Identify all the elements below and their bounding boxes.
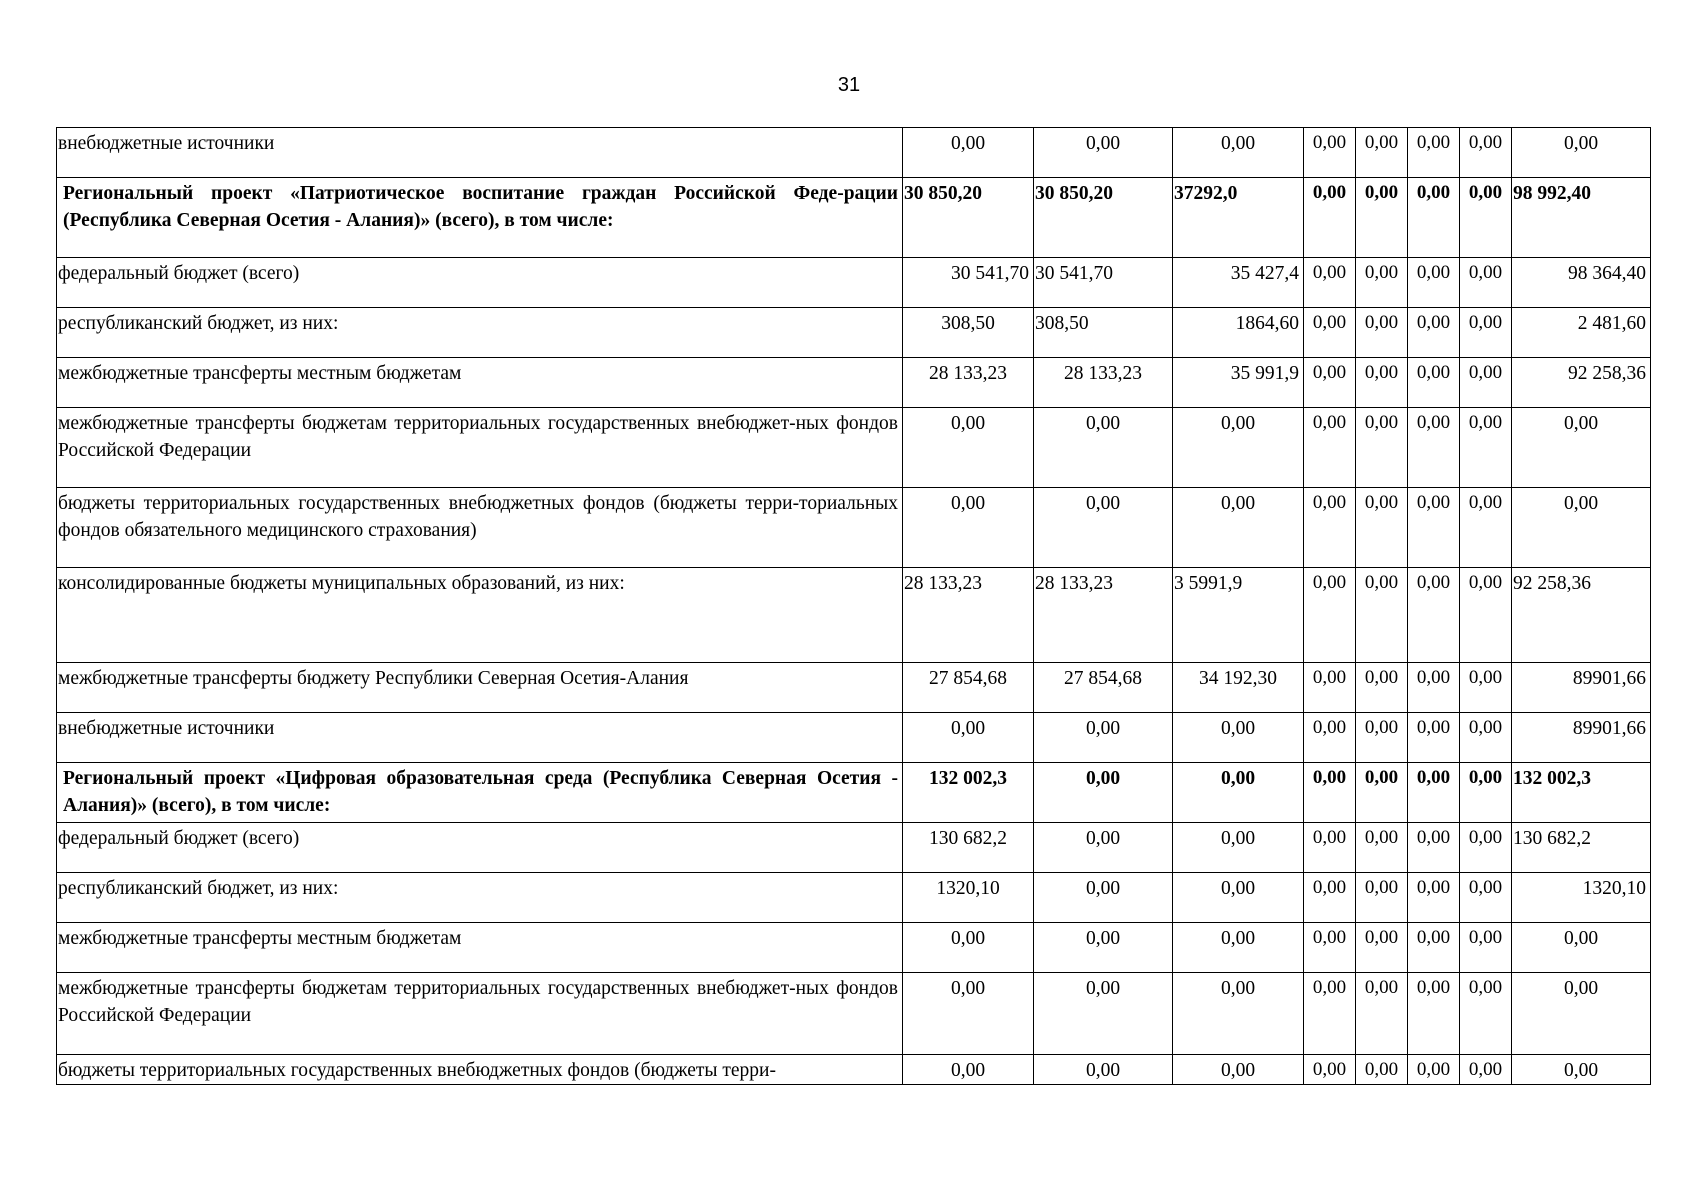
value-cell: 0,00: [1460, 178, 1512, 258]
value-cell: 98 992,40: [1512, 178, 1651, 258]
value-cell: 0,00: [1173, 408, 1304, 488]
value-cell: 0,00: [1460, 488, 1512, 568]
value-cell: 0,00: [1356, 358, 1408, 408]
value-cell: 0,00: [1034, 823, 1173, 873]
value-cell: 0,00: [903, 923, 1034, 973]
value-cell: 0,00: [1356, 178, 1408, 258]
budget-table-body: [57, 128, 1651, 1085]
value-cell: 30 541,70: [1034, 258, 1173, 308]
row-label: бюджеты территориальных государственных внебюджетных фондов (бюджеты терри-ториальных фондов обязательного медицинского страхования): [57, 488, 903, 568]
value-cell: 0,00: [1034, 408, 1173, 488]
value-cell: 130 682,2: [1512, 823, 1651, 873]
table-row: [57, 178, 1651, 258]
value-cell: 0,00: [1356, 408, 1408, 488]
value-cell: 0,00: [1356, 873, 1408, 923]
row-label: консолидированные бюджеты муниципальных образований, из них:: [57, 568, 903, 663]
value-cell: 0,00: [1356, 1055, 1408, 1085]
value-cell: 0,00: [1512, 1055, 1651, 1085]
value-cell: 0,00: [1304, 663, 1356, 713]
value-cell: 0,00: [1034, 488, 1173, 568]
value-cell: 0,00: [1512, 408, 1651, 488]
value-cell: 37292,0: [1173, 178, 1304, 258]
value-cell: 0,00: [903, 128, 1034, 178]
value-cell: 0,00: [1460, 408, 1512, 488]
table-row: [57, 713, 1651, 763]
value-cell: 0,00: [903, 713, 1034, 763]
budget-table: [56, 127, 1651, 1085]
value-cell: 0,00: [1356, 308, 1408, 358]
row-label: межбюджетные трансферты местным бюджетам: [57, 358, 903, 408]
value-cell: 0,00: [1512, 488, 1651, 568]
value-cell: 98 364,40: [1512, 258, 1651, 308]
value-cell: 92 258,36: [1512, 358, 1651, 408]
value-cell: 0,00: [1356, 823, 1408, 873]
value-cell: 0,00: [1034, 128, 1173, 178]
value-cell: 0,00: [1173, 713, 1304, 763]
value-cell: 0,00: [1356, 258, 1408, 308]
value-cell: 0,00: [1356, 713, 1408, 763]
table-row: [57, 568, 1651, 663]
value-cell: 0,00: [1408, 308, 1460, 358]
value-cell: 0,00: [1356, 488, 1408, 568]
value-cell: 1320,10: [903, 873, 1034, 923]
value-cell: 34 192,30: [1173, 663, 1304, 713]
row-label: межбюджетные трансферты бюджету Республики Северная Осетия-Алания: [57, 663, 903, 713]
table-row: [57, 308, 1651, 358]
value-cell: 0,00: [1408, 358, 1460, 408]
value-cell: 0,00: [1356, 128, 1408, 178]
value-cell: 0,00: [1304, 1055, 1356, 1085]
table-row: [57, 973, 1651, 1055]
table-row: [57, 258, 1651, 308]
value-cell: 132 002,3: [903, 763, 1034, 823]
value-cell: 92 258,36: [1512, 568, 1651, 663]
value-cell: 0,00: [1460, 873, 1512, 923]
row-label: федеральный бюджет (всего): [57, 258, 903, 308]
page-number: 31: [837, 74, 861, 96]
value-cell: 0,00: [1304, 763, 1356, 823]
value-cell: 0,00: [903, 408, 1034, 488]
table-row: [57, 488, 1651, 568]
value-cell: 0,00: [1304, 308, 1356, 358]
row-label: межбюджетные трансферты бюджетам территориальных государственных внебюджет-ных фондов Российской Федерации: [57, 408, 903, 488]
value-cell: 1864,60: [1173, 308, 1304, 358]
value-cell: 1320,10: [1512, 873, 1651, 923]
value-cell: 3 5991,9: [1173, 568, 1304, 663]
table-row: [57, 408, 1651, 488]
row-label: внебюджетные источники: [57, 128, 903, 178]
value-cell: 0,00: [1034, 923, 1173, 973]
value-cell: 0,00: [1460, 713, 1512, 763]
value-cell: 27 854,68: [1034, 663, 1173, 713]
value-cell: 0,00: [1408, 178, 1460, 258]
value-cell: 0,00: [1460, 308, 1512, 358]
value-cell: 0,00: [1173, 1055, 1304, 1085]
value-cell: 0,00: [1408, 923, 1460, 973]
value-cell: 0,00: [1173, 128, 1304, 178]
value-cell: 28 133,23: [903, 358, 1034, 408]
table-row: [57, 763, 1651, 823]
value-cell: 28 133,23: [1034, 568, 1173, 663]
value-cell: 0,00: [1460, 358, 1512, 408]
value-cell: 0,00: [1408, 973, 1460, 1055]
value-cell: 0,00: [1173, 763, 1304, 823]
value-cell: 0,00: [1173, 873, 1304, 923]
value-cell: 0,00: [1304, 713, 1356, 763]
value-cell: 35 427,4: [1173, 258, 1304, 308]
value-cell: 0,00: [1460, 973, 1512, 1055]
value-cell: 0,00: [1304, 823, 1356, 873]
value-cell: 0,00: [1304, 408, 1356, 488]
value-cell: 2 481,60: [1512, 308, 1651, 358]
value-cell: 28 133,23: [903, 568, 1034, 663]
row-label: Региональный проект «Цифровая образовательная среда (Республика Северная Осетия - Алания)» (всего), в том числе:: [57, 763, 903, 823]
value-cell: 0,00: [1460, 128, 1512, 178]
value-cell: 0,00: [1512, 128, 1651, 178]
value-cell: 0,00: [1512, 923, 1651, 973]
value-cell: 0,00: [1356, 763, 1408, 823]
table-row: [57, 873, 1651, 923]
value-cell: 89901,66: [1512, 663, 1651, 713]
row-label: Региональный проект «Патриотическое воспитание граждан Российской Феде-рации (Республика Северная Осетия - Алания)» (всего), в том числе:: [57, 178, 903, 258]
value-cell: 0,00: [1408, 663, 1460, 713]
table-row: [57, 128, 1651, 178]
table-row: [57, 663, 1651, 713]
value-cell: 0,00: [1408, 408, 1460, 488]
value-cell: 0,00: [1408, 128, 1460, 178]
value-cell: 0,00: [903, 973, 1034, 1055]
value-cell: 0,00: [1304, 973, 1356, 1055]
value-cell: 0,00: [1460, 823, 1512, 873]
value-cell: 308,50: [903, 308, 1034, 358]
value-cell: 0,00: [1512, 973, 1651, 1055]
value-cell: 0,00: [1460, 763, 1512, 823]
value-cell: 0,00: [903, 1055, 1034, 1085]
row-label: федеральный бюджет (всего): [57, 823, 903, 873]
value-cell: 0,00: [1356, 923, 1408, 973]
table-row: [57, 358, 1651, 408]
value-cell: 0,00: [1034, 973, 1173, 1055]
value-cell: 0,00: [1304, 178, 1356, 258]
table-row: [57, 1055, 1651, 1085]
value-cell: 0,00: [1034, 763, 1173, 823]
table-row: [57, 923, 1651, 973]
value-cell: 89901,66: [1512, 713, 1651, 763]
value-cell: 0,00: [1408, 823, 1460, 873]
value-cell: 0,00: [1304, 358, 1356, 408]
value-cell: 0,00: [1304, 488, 1356, 568]
value-cell: 0,00: [1356, 568, 1408, 663]
value-cell: 0,00: [1034, 1055, 1173, 1085]
value-cell: 0,00: [903, 488, 1034, 568]
value-cell: 308,50: [1034, 308, 1173, 358]
value-cell: 0,00: [1408, 713, 1460, 763]
value-cell: 0,00: [1408, 488, 1460, 568]
value-cell: 0,00: [1173, 488, 1304, 568]
value-cell: 130 682,2: [903, 823, 1034, 873]
value-cell: 132 002,3: [1512, 763, 1651, 823]
value-cell: 28 133,23: [1034, 358, 1173, 408]
value-cell: 0,00: [1460, 1055, 1512, 1085]
value-cell: 30 541,70: [903, 258, 1034, 308]
value-cell: 0,00: [1460, 258, 1512, 308]
value-cell: 0,00: [1304, 258, 1356, 308]
value-cell: 35 991,9: [1173, 358, 1304, 408]
row-label: бюджеты территориальных государственных внебюджетных фондов (бюджеты терри-: [57, 1055, 903, 1085]
value-cell: 0,00: [1034, 873, 1173, 923]
value-cell: 0,00: [1304, 873, 1356, 923]
value-cell: 0,00: [1408, 873, 1460, 923]
value-cell: 0,00: [1304, 568, 1356, 663]
value-cell: 0,00: [1173, 823, 1304, 873]
row-label: республиканский бюджет, из них:: [57, 873, 903, 923]
value-cell: 0,00: [1304, 923, 1356, 973]
value-cell: 30 850,20: [1034, 178, 1173, 258]
row-label: межбюджетные трансферты местным бюджетам: [57, 923, 903, 973]
value-cell: 0,00: [1356, 663, 1408, 713]
value-cell: 27 854,68: [903, 663, 1034, 713]
value-cell: 0,00: [1408, 1055, 1460, 1085]
row-label: республиканский бюджет, из них:: [57, 308, 903, 358]
row-label: межбюджетные трансферты бюджетам территориальных государственных внебюджет-ных фондов Российской Федерации: [57, 973, 903, 1055]
value-cell: 0,00: [1173, 973, 1304, 1055]
row-label: внебюджетные источники: [57, 713, 903, 763]
value-cell: 0,00: [1460, 663, 1512, 713]
value-cell: 30 850,20: [903, 178, 1034, 258]
value-cell: 0,00: [1034, 713, 1173, 763]
value-cell: 0,00: [1408, 763, 1460, 823]
value-cell: 0,00: [1304, 128, 1356, 178]
value-cell: 0,00: [1460, 568, 1512, 663]
value-cell: 0,00: [1408, 258, 1460, 308]
table-row: [57, 823, 1651, 873]
value-cell: 0,00: [1408, 568, 1460, 663]
value-cell: 0,00: [1356, 973, 1408, 1055]
value-cell: 0,00: [1460, 923, 1512, 973]
value-cell: 0,00: [1173, 923, 1304, 973]
